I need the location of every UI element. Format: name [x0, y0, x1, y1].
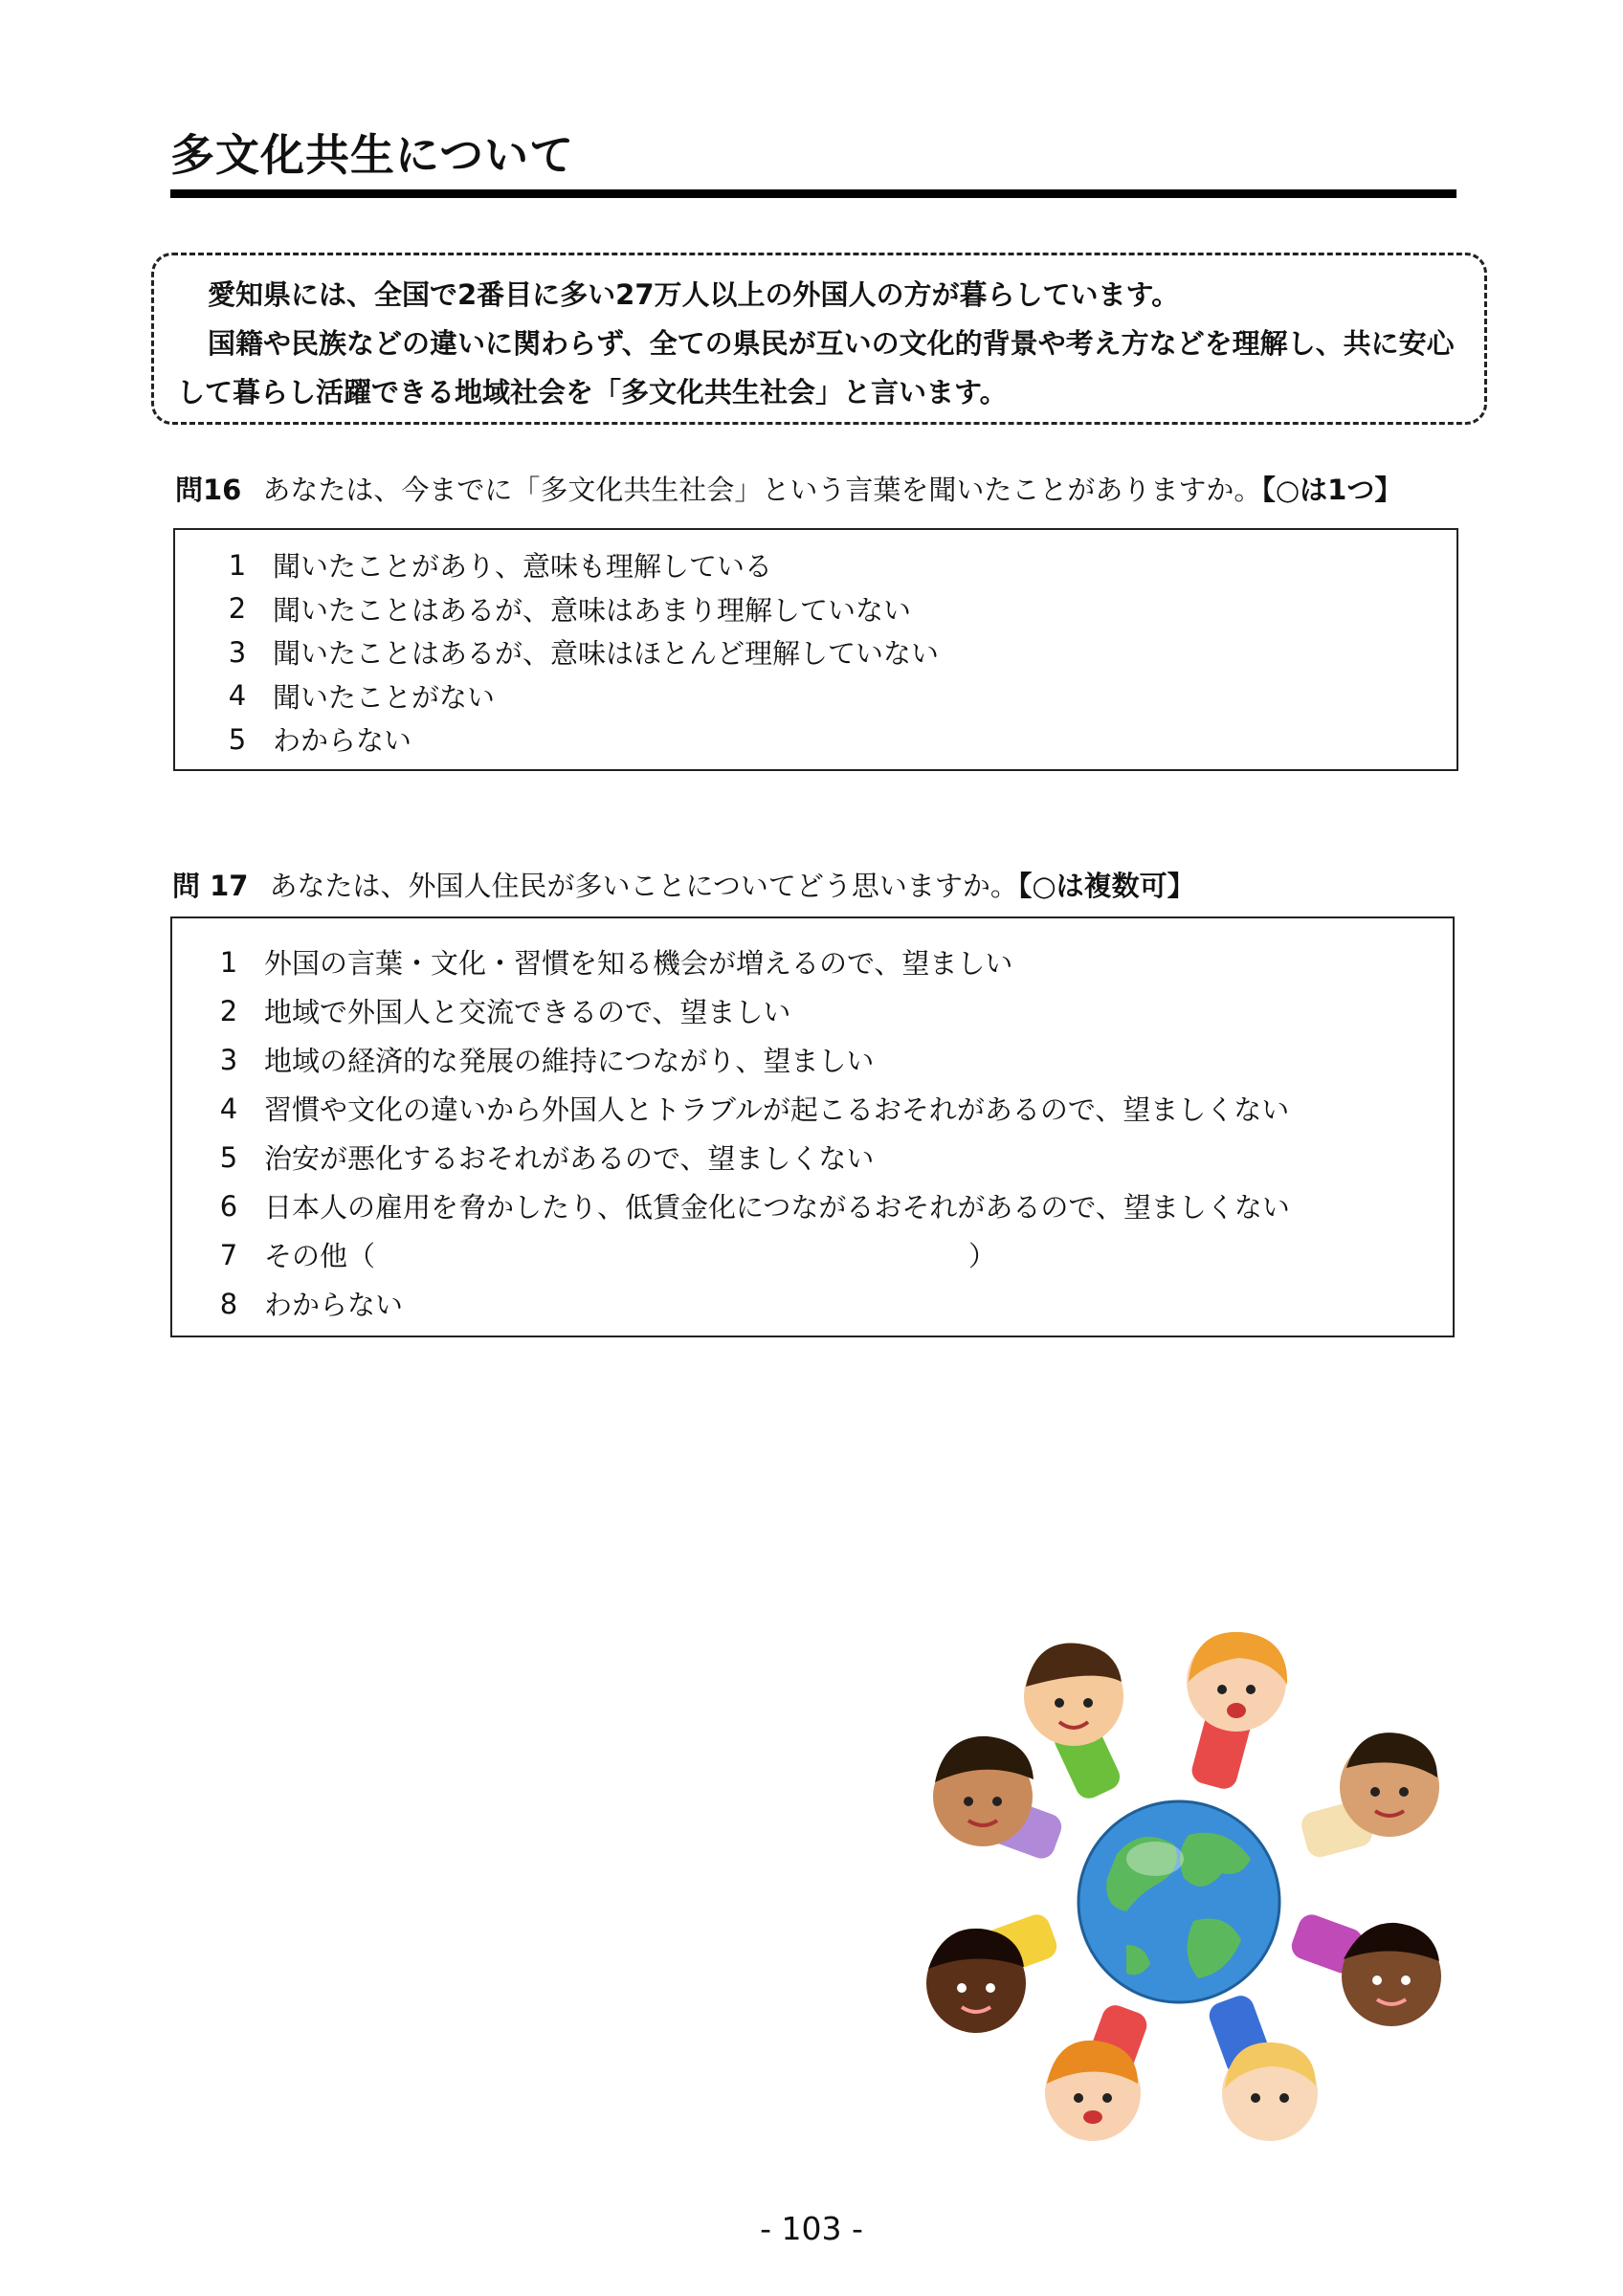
option-number: 6	[219, 1189, 238, 1223]
option-text: 地域で外国人と交流できるので、望ましい	[264, 996, 791, 1028]
option-text: 聞いたことはあるが、意味はほとんど理解していない	[273, 637, 940, 671]
intro-line-2: 国籍や民族などの違いに関わらず、全ての県民が互いの文化的背景や考え方などを理解し、共に安心して暮らし活躍できる地域社会を「多文化共生社会」と言います。	[177, 327, 1455, 408]
option-text: わからない	[273, 724, 412, 758]
intro-box	[151, 253, 1487, 425]
option-text: わからない	[264, 1289, 404, 1321]
option-text: 外国の言葉・文化・習慣を知る機会が増えるので、望ましい	[264, 947, 1013, 980]
option-number: 4	[219, 1092, 238, 1125]
option-number: 3	[228, 635, 247, 669]
q17-option-2[interactable]	[172, 986, 1453, 1035]
option-number: 3	[219, 1043, 238, 1076]
option-number: 5	[219, 1140, 238, 1174]
option-text: 治安が悪化するおそれがあるので、望ましくない	[264, 1142, 875, 1175]
question-16-label: 問16	[175, 474, 242, 506]
option-text: 聞いたことがない	[273, 680, 496, 714]
option-number: 8	[219, 1287, 238, 1320]
q16-option-4[interactable]	[175, 674, 1456, 718]
question-16-text: あなたは、今までに「多文化共生社会」という言葉を聞いたことがありますか。	[262, 474, 1262, 506]
child-head-7	[926, 1929, 1026, 2033]
q17-option-5[interactable]	[172, 1133, 1453, 1181]
child-head-2	[1187, 1632, 1287, 1732]
question-17-label: 問 17	[172, 870, 249, 902]
q16-option-3[interactable]	[175, 630, 1456, 674]
q17-option-7[interactable]	[172, 1230, 1453, 1279]
child-head-8	[933, 1736, 1034, 1846]
page-number: - 103 -	[760, 2210, 863, 2247]
option-text: 日本人の雇用を脅かしたり、低賃金化につながるおそれがあるので、望ましくない	[264, 1191, 1290, 1224]
q17-option-4[interactable]	[172, 1084, 1453, 1133]
globe-icon	[1078, 1801, 1279, 2002]
child-head-3	[1340, 1733, 1439, 1837]
page-title: 多文化共生について	[170, 129, 575, 181]
question-16-options	[173, 528, 1458, 771]
option-number: 1	[228, 548, 247, 582]
intro-line-1: 愛知県には、全国で2番目に多い27万人以上の外国人の方が暮らしています。	[208, 278, 1180, 311]
question-16-note: 【○は1つ】	[1261, 474, 1403, 506]
child-head-6	[1045, 2041, 1141, 2141]
child-head-5	[1222, 2042, 1318, 2141]
title-underline	[170, 189, 1456, 198]
option-number: 2	[219, 994, 238, 1027]
q17-option-6[interactable]	[172, 1181, 1453, 1230]
option-text: 聞いたことがあり、意味も理解している	[273, 550, 773, 584]
option-number: 5	[228, 722, 247, 756]
option-text: 習慣や文化の違いから外国人とトラブルが起こるおそれがあるので、望ましくない	[264, 1093, 1290, 1126]
option-number: 1	[219, 945, 238, 979]
children-around-globe-illustration	[901, 1615, 1456, 2151]
question-16	[175, 471, 1402, 509]
option-number: 2	[228, 592, 247, 626]
q16-option-2[interactable]	[175, 587, 1456, 631]
q16-option-1[interactable]	[175, 543, 1456, 587]
other-close-paren: ）	[968, 1240, 997, 1272]
option-text: 地域の経済的な発展の維持につながり、望ましい	[264, 1045, 875, 1077]
q17-option-3[interactable]	[172, 1035, 1453, 1084]
option-number: 7	[219, 1238, 238, 1271]
option-text: その他（	[264, 1240, 376, 1272]
question-17-options	[170, 916, 1455, 1337]
option-text: 聞いたことはあるが、意味はあまり理解していない	[273, 593, 912, 627]
child-head-1	[1024, 1644, 1123, 1746]
question-17	[172, 867, 1195, 905]
q16-option-5[interactable]	[175, 718, 1456, 762]
option-number: 4	[228, 679, 247, 713]
q17-option-8[interactable]	[172, 1279, 1453, 1328]
question-17-text: あなたは、外国人住民が多いことについてどう思いますか。	[269, 870, 1018, 902]
q17-option-1[interactable]	[172, 938, 1453, 986]
question-17-note: 【○は複数可】	[1017, 870, 1195, 902]
